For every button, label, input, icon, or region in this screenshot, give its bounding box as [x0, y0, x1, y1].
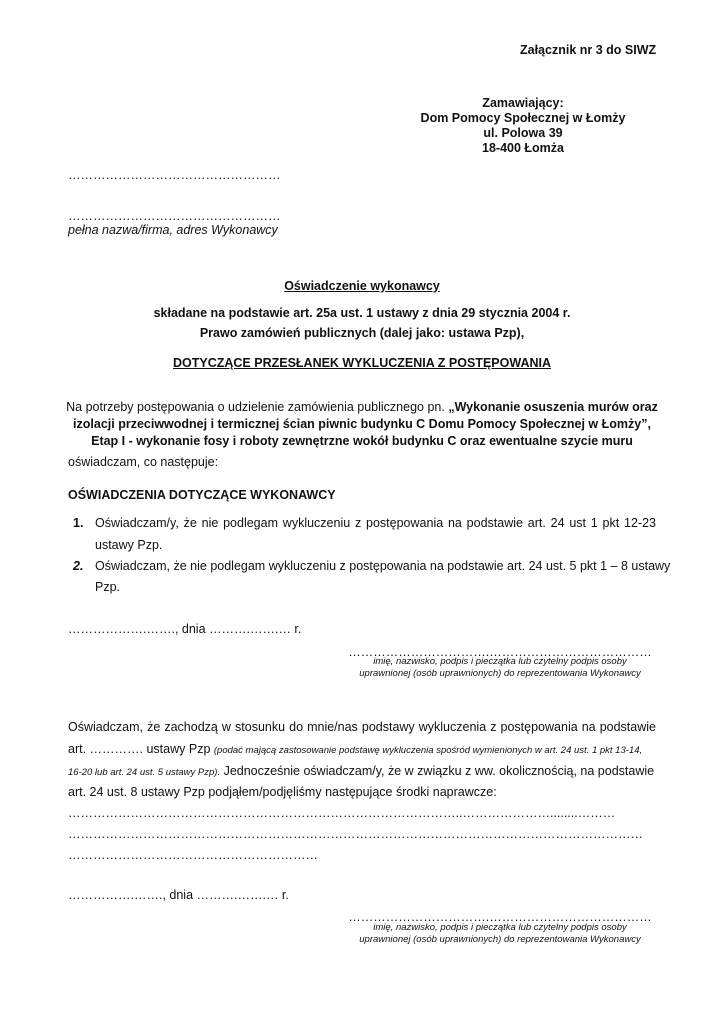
intro-paragraph: [0, 399, 724, 450]
signature-caption-1-line-2: uprawnionej (osób uprawnionych) do reprezentowania Wykonawcy: [359, 668, 641, 679]
signature-caption-2-line-2: uprawnionej (osób uprawnionych) do reprezentowania Wykonawcy: [359, 934, 641, 945]
date-place-line-2: …………….……., dnia ……….…….… r.: [68, 888, 289, 902]
statement-2-line-1: Oświadczam, że nie podlegam wykluczeniu z postępowania na podstawie art. 24 ust. 5 pkt 1 – 8 ustawy: [95, 559, 671, 573]
statement-1-line-2: ustawy Pzp.: [95, 538, 163, 552]
exclusion-line-2-text: art. …………. ustawy Pzp: [68, 742, 214, 756]
signature-dots-1: …………………………….…………………………………: [348, 645, 652, 659]
signature-caption-2: [340, 922, 660, 946]
statement-2-line-2: Pzp.: [95, 580, 121, 594]
exclusion-line-3-note: 16-20 lub art. 24 ust. 5 ustawy Pzp).: [68, 767, 221, 778]
intro-line-1: [0, 399, 724, 416]
exclusion-line-2: [68, 742, 642, 756]
date-place-line-1: ……………….……., dnia ……….…….… r.: [68, 622, 302, 636]
exclusion-line-4: art. 24 ust. 8 ustawy Pzp podjąłem/podjęliśmy następujące środki naprawcze:: [68, 785, 497, 799]
exclusion-line-1: Oświadczam, że zachodzą w stosunku do mnie/nas podstawy wykluczenia z postępowania na podstawie: [68, 720, 656, 734]
contractor-line-1: ……………………………………………: [68, 168, 281, 182]
concerning-heading: DOTYCZĄCE PRZESŁANEK WYKLUCZENIA Z POSTĘPOWANIA: [172, 356, 551, 370]
exclusion-line-2-note: (podać mającą zastosowanie podstawę wykluczenia spośród wymienionych w art. 24 ust. 1 pkt 13-14,: [213, 745, 643, 756]
contractor-line-2: ……………………………………………: [68, 209, 281, 223]
contracting-street: ul. Polowa 39: [483, 126, 563, 140]
section-title: OŚWIADCZENIA DOTYCZĄCE WYKONAWCY: [68, 488, 336, 502]
intro-line-1-title: „Wykonanie osuszenia murów oraz: [448, 400, 658, 414]
contracting-city: 18-400 Łomża: [482, 141, 564, 155]
legal-basis-line-2: Prawo zamówień publicznych (dalej jako: ustawa Pzp),: [199, 326, 525, 340]
remedy-dots-3: ……………………………………………………: [68, 848, 318, 862]
statement-1-number: 1.: [73, 516, 84, 530]
intro-line-3: Etap I - wykonanie fosy i roboty zewnętrzne wokół budynku C oraz ewentualne szycie muru: [91, 434, 633, 448]
intro-line-1-text: Na potrzeby postępowania o udzielenie zamówienia publicznego pn.: [66, 400, 449, 414]
statement-1-line-1: Oświadczam/y, że nie podlegam wykluczeniu z postępowania na podstawie art. 24 ust 1 pkt 12-23: [95, 516, 656, 530]
attachment-label: Załącznik nr 3 do SIWZ: [520, 43, 657, 57]
page-title: Oświadczenie wykonawcy: [284, 279, 440, 293]
contracting-name: Dom Pomocy Społecznej w Łomży: [420, 111, 626, 125]
exclusion-line-3-text: Jednocześnie oświadczam/y, że w związku z ww. okolicznością, na podstawie: [220, 764, 655, 778]
intro-line-2: izolacji przeciwwodnej i termicznej ścian piwnic budynku C Domu Pomocy Społecznej w Łomży”,: [73, 417, 651, 431]
contracting-label: Zamawiający:: [482, 96, 564, 110]
remedy-dots-1: …………………………………………………………………………………..…………………........………: [68, 806, 616, 820]
exclusion-line-3: [68, 764, 654, 778]
signature-caption-1-line-1: imię, nazwisko, podpis i pieczątka lub czytelny podpis osoby: [373, 656, 627, 667]
intro-declare: oświadczam, co następuje:: [68, 455, 219, 469]
signature-caption-1: [340, 656, 660, 680]
remedy-dots-2: …………………………………………………………………………………………………………………………: [68, 827, 643, 841]
signature-dots-2: …………………………….…………………………………: [348, 910, 652, 924]
contracting-authority: [412, 96, 634, 156]
statement-2-number: 2.: [73, 559, 84, 573]
signature-caption-2-line-1: imię, nazwisko, podpis i pieczątka lub czytelny podpis osoby: [373, 922, 627, 933]
contractor-caption: pełna nazwa/firma, adres Wykonawcy: [68, 223, 278, 237]
legal-basis-line-1: składane na podstawie art. 25a ust. 1 ustawy z dnia 29 stycznia 2004 r.: [153, 306, 571, 320]
